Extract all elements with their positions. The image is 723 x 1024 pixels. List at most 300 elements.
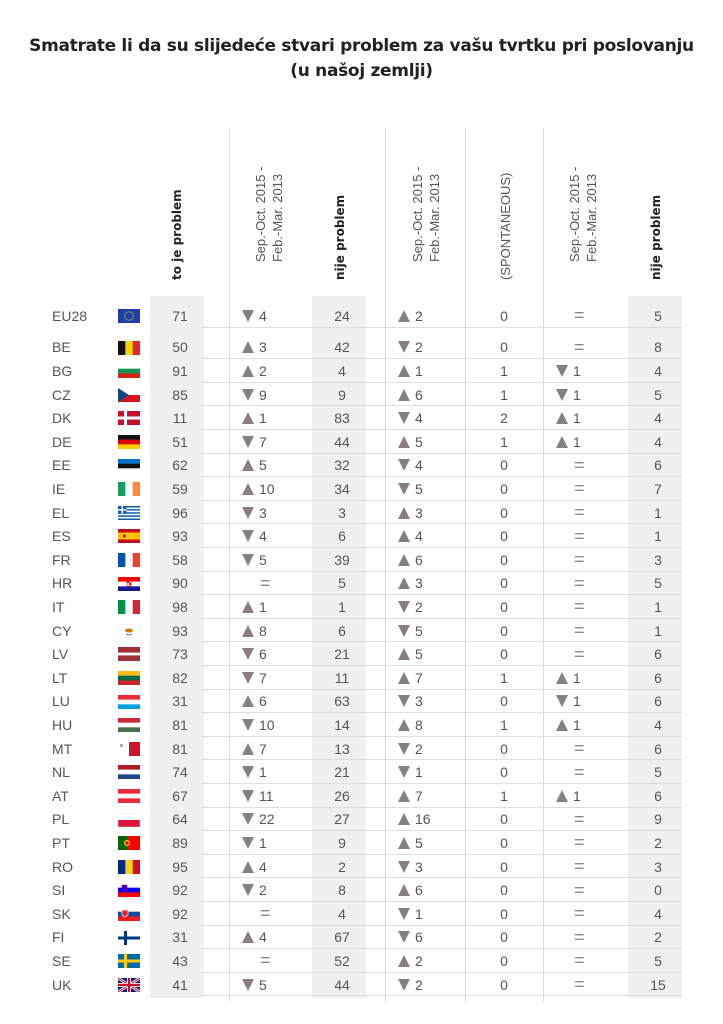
value-c1: 71 (172, 307, 188, 324)
trend-t1 (242, 760, 312, 784)
table-row-nl (52, 760, 682, 784)
table-row-cz (52, 383, 682, 407)
country-code: CY (52, 622, 72, 639)
trend-value: 7 (259, 433, 267, 450)
flag-cz-icon (118, 388, 140, 402)
value-c2: 9 (338, 386, 346, 403)
trend-t3 (556, 666, 626, 690)
trend-t3 (556, 902, 644, 926)
trend-t3 (556, 454, 644, 478)
trend-t2 (398, 949, 468, 973)
trend-t3 (556, 642, 644, 666)
value-c4: 5 (654, 575, 662, 592)
value-c4: 5 (654, 307, 662, 324)
trend-t3 (556, 690, 626, 714)
country-code: EU28 (52, 307, 88, 324)
triangle-up-icon (398, 648, 410, 660)
trend-t3 (556, 477, 644, 501)
trend-t2 (398, 359, 468, 383)
trend-value: 6 (415, 551, 423, 568)
trend-value: 1 (259, 834, 267, 851)
triangle-down-icon (242, 884, 254, 896)
trend-value: 8 (259, 622, 267, 639)
value-c4: 1 (654, 528, 662, 545)
triangle-down-icon (398, 459, 410, 471)
table-row-pt (52, 831, 682, 855)
value-c3: 1 (500, 669, 508, 686)
value-c4: 1 (654, 504, 662, 521)
triangle-down-icon (398, 341, 410, 353)
value-c3: 1 (500, 787, 508, 804)
value-c1: 98 (172, 598, 188, 615)
value-c4: 2 (654, 929, 662, 946)
trend-t3 (556, 878, 644, 902)
flag-at-icon (118, 789, 140, 803)
trend-t2 (398, 855, 468, 879)
table-row-el (52, 501, 682, 525)
value-c3: 0 (500, 575, 508, 592)
triangle-down-icon (242, 507, 254, 519)
trend-t1 (242, 454, 312, 478)
flag-de-icon (118, 435, 140, 449)
trend-value: 7 (415, 787, 423, 804)
equal-icon: = (574, 950, 585, 971)
equal-icon: = (260, 572, 271, 593)
trend-t1 (242, 666, 312, 690)
equal-icon: = (574, 738, 585, 759)
triangle-down-icon (398, 601, 410, 613)
equal-icon: = (260, 903, 271, 924)
trend-value: 1 (573, 433, 581, 450)
table-row-hr (52, 572, 682, 596)
triangle-down-icon (398, 979, 410, 991)
trend-value: 5 (415, 622, 423, 639)
triangle-down-icon (556, 365, 568, 377)
value-c1: 95 (172, 858, 188, 875)
country-code: SI (52, 882, 66, 899)
value-c1: 82 (172, 669, 188, 686)
value-c2: 21 (334, 646, 350, 663)
value-c3: 0 (500, 693, 508, 710)
value-c2: 34 (334, 480, 350, 497)
trend-t3 (556, 973, 644, 997)
trend-value: 1 (573, 410, 581, 427)
value-c2: 21 (334, 764, 350, 781)
triangle-down-icon (398, 931, 410, 943)
equal-icon: = (574, 596, 585, 617)
triangle-up-icon (242, 931, 254, 943)
trend-t1 (242, 902, 330, 926)
value-c2: 9 (338, 834, 346, 851)
equal-icon: = (574, 305, 585, 326)
flag-be-icon (118, 341, 140, 355)
trend-value: 2 (415, 976, 423, 993)
table-row-at (52, 784, 682, 808)
triangle-up-icon (398, 790, 410, 802)
trend-value: 4 (259, 858, 267, 875)
trend-t2 (398, 642, 468, 666)
trend-value: 10 (259, 480, 275, 497)
value-c2: 67 (334, 929, 350, 946)
equal-icon: = (574, 761, 585, 782)
trend-t1 (242, 572, 330, 596)
header-trend-1 (249, 130, 289, 296)
value-c3: 0 (500, 528, 508, 545)
trend-t1 (242, 304, 312, 328)
trend-t2 (398, 831, 468, 855)
value-c4: 7 (654, 480, 662, 497)
triangle-up-icon (398, 436, 410, 448)
flag-dk-icon (118, 411, 140, 425)
value-c1: 90 (172, 575, 188, 592)
trend-t2 (398, 430, 468, 454)
trend-t2 (398, 454, 468, 478)
flag-uk-icon (118, 978, 140, 992)
value-c4: 1 (654, 622, 662, 639)
value-c3: 0 (500, 646, 508, 663)
value-c2: 27 (334, 811, 350, 828)
trend-t3 (556, 760, 644, 784)
triangle-down-icon (398, 483, 410, 495)
equal-icon: = (260, 950, 271, 971)
trend-value: 1 (259, 410, 267, 427)
country-code: HR (52, 575, 73, 592)
table-row-lt (52, 666, 682, 690)
country-code: SK (52, 905, 71, 922)
value-c1: 89 (172, 834, 188, 851)
table-row-hu (52, 713, 682, 737)
trend-t2 (398, 595, 468, 619)
trend-value: 1 (573, 669, 581, 686)
value-c2: 8 (338, 882, 346, 899)
trend-t2 (398, 926, 468, 950)
trend-t2 (398, 808, 468, 832)
trend-t3 (556, 784, 626, 808)
value-c3: 0 (500, 480, 508, 497)
value-c2: 52 (334, 952, 350, 969)
triangle-up-icon (242, 601, 254, 613)
value-c4: 4 (654, 905, 662, 922)
table-row-fr (52, 548, 682, 572)
trend-value: 1 (573, 787, 581, 804)
trend-value: 5 (415, 834, 423, 851)
value-c1: 93 (172, 622, 188, 639)
trend-t2 (398, 666, 468, 690)
flag-nl-icon (118, 765, 140, 779)
header-trend-2 (406, 130, 446, 296)
header-nije-problem-2: nije problem (649, 194, 663, 280)
value-c4: 6 (654, 457, 662, 474)
trend-t1 (242, 595, 312, 619)
row-divider (202, 995, 682, 996)
value-c3: 0 (500, 598, 508, 615)
equal-icon: = (574, 502, 585, 523)
country-code: LV (52, 646, 69, 663)
value-c3: 0 (500, 551, 508, 568)
flag-pt-icon (118, 836, 140, 850)
triangle-up-icon (398, 310, 410, 322)
trend-t1 (242, 690, 312, 714)
triangle-down-icon (398, 695, 410, 707)
trend-t3 (556, 501, 644, 525)
trend-value: 16 (415, 811, 431, 828)
flag-hu-icon (118, 718, 140, 732)
flag-ee-icon (118, 459, 140, 473)
trend-value: 6 (415, 386, 423, 403)
trend-t1 (242, 336, 312, 360)
triangle-up-icon (242, 743, 254, 755)
country-code: IT (52, 598, 65, 615)
trend-value: 2 (415, 740, 423, 757)
trend-t2 (398, 784, 468, 808)
equal-icon: = (574, 974, 585, 995)
equal-icon: = (574, 525, 585, 546)
trend-t1 (242, 501, 312, 525)
value-c4: 6 (654, 787, 662, 804)
table-row-ie (52, 477, 682, 501)
triangle-down-icon (242, 813, 254, 825)
flag-fr-icon (118, 553, 140, 567)
value-c3: 0 (500, 905, 508, 922)
value-c1: 67 (172, 787, 188, 804)
trend-value: 1 (415, 362, 423, 379)
trend-t1 (242, 524, 312, 548)
table-row-se (52, 949, 682, 973)
country-code: EL (52, 504, 70, 521)
triangle-up-icon (398, 719, 410, 731)
table-row-ro (52, 855, 682, 879)
triangle-up-icon (242, 459, 254, 471)
value-c3: 0 (500, 307, 508, 324)
value-c4: 15 (650, 976, 666, 993)
trend-t2 (398, 572, 468, 596)
triangle-down-icon (242, 837, 254, 849)
trend-t2 (398, 524, 468, 548)
value-c1: 96 (172, 504, 188, 521)
header-trend-3 (563, 130, 603, 296)
trend-t3 (556, 737, 644, 761)
header-trend-2-line1: Sep.-Oct. 2015 - (410, 166, 425, 262)
trend-t1 (242, 949, 330, 973)
header-trend-1-line1: Sep.-Oct. 2015 - (253, 166, 268, 262)
triangle-up-icon (242, 341, 254, 353)
country-code: ES (52, 528, 71, 545)
trend-value: 4 (415, 528, 423, 545)
triangle-up-icon (398, 530, 410, 542)
equal-icon: = (574, 643, 585, 664)
value-c3: 0 (500, 834, 508, 851)
equal-icon: = (574, 926, 585, 947)
triangle-down-icon (398, 766, 410, 778)
trend-t1 (242, 808, 312, 832)
country-code: FR (52, 551, 71, 568)
trend-value: 6 (415, 882, 423, 899)
trend-t3 (556, 548, 644, 572)
table-row-sk (52, 902, 682, 926)
triangle-down-icon (398, 908, 410, 920)
value-c3: 0 (500, 811, 508, 828)
country-code: PL (52, 811, 70, 828)
triangle-down-icon (242, 530, 254, 542)
trend-value: 1 (573, 386, 581, 403)
trend-t2 (398, 336, 468, 360)
value-c3: 0 (500, 764, 508, 781)
value-c4: 0 (654, 882, 662, 899)
value-c2: 39 (334, 551, 350, 568)
value-c2: 44 (334, 433, 350, 450)
triangle-up-icon (398, 389, 410, 401)
trend-t2 (398, 760, 468, 784)
triangle-up-icon (398, 507, 410, 519)
value-c4: 9 (654, 811, 662, 828)
equal-icon: = (574, 549, 585, 570)
triangle-down-icon (398, 743, 410, 755)
trend-value: 7 (259, 669, 267, 686)
chart-title-line2: (u našoj zemlji) (290, 61, 433, 81)
trend-t1 (242, 713, 312, 737)
country-code: DK (52, 410, 72, 427)
flag-mt-icon (118, 742, 140, 756)
table-row-pl (52, 808, 682, 832)
flag-bg-icon (118, 364, 140, 378)
value-c1: 91 (172, 362, 188, 379)
flag-lv-icon (118, 647, 140, 661)
triangle-up-icon (556, 719, 568, 731)
table-row-dk (52, 406, 682, 430)
trend-t3 (556, 383, 626, 407)
value-c4: 6 (654, 740, 662, 757)
triangle-up-icon (242, 861, 254, 873)
triangle-up-icon (398, 884, 410, 896)
value-c1: 43 (172, 952, 188, 969)
country-code: IE (52, 480, 66, 497)
country-code: BG (52, 362, 73, 379)
trend-t1 (242, 406, 312, 430)
value-c4: 2 (654, 834, 662, 851)
table-row-be (52, 336, 682, 360)
value-c1: 93 (172, 528, 188, 545)
trend-value: 1 (573, 693, 581, 710)
trend-t1 (242, 619, 312, 643)
triangle-up-icon (398, 554, 410, 566)
value-c3: 0 (500, 952, 508, 969)
flag-lu-icon (118, 695, 140, 709)
trend-t1 (242, 383, 312, 407)
country-code: NL (52, 764, 70, 781)
value-c2: 4 (338, 362, 346, 379)
header-trend-1-line2: Feb.-Mar. 2013 (270, 173, 285, 262)
country-code: DE (52, 433, 72, 450)
row-divider (202, 327, 682, 328)
equal-icon: = (574, 808, 585, 829)
value-c2: 6 (338, 622, 346, 639)
country-code: MT (52, 740, 73, 757)
country-code: LT (52, 669, 68, 686)
value-c4: 1 (654, 598, 662, 615)
value-c2: 3 (338, 504, 346, 521)
trend-value: 7 (415, 669, 423, 686)
value-c2: 14 (334, 716, 350, 733)
value-c1: 51 (172, 433, 188, 450)
value-c1: 59 (172, 480, 188, 497)
triangle-up-icon (398, 672, 410, 684)
trend-t2 (398, 501, 468, 525)
trend-value: 2 (259, 882, 267, 899)
value-c1: 81 (172, 740, 188, 757)
trend-t3 (556, 713, 626, 737)
trend-t1 (242, 926, 312, 950)
triangle-down-icon (398, 861, 410, 873)
equal-icon: = (574, 879, 585, 900)
header-trend-2-line2: Feb.-Mar. 2013 (427, 173, 442, 262)
trend-value: 5 (415, 480, 423, 497)
value-c2: 2 (338, 858, 346, 875)
trend-value: 6 (259, 646, 267, 663)
trend-t3 (556, 336, 644, 360)
triangle-down-icon (242, 766, 254, 778)
triangle-down-icon (242, 648, 254, 660)
value-c2: 11 (334, 669, 350, 686)
trend-t3 (556, 831, 644, 855)
country-code: CZ (52, 386, 71, 403)
triangle-down-icon (242, 389, 254, 401)
trend-value: 4 (259, 929, 267, 946)
trend-t2 (398, 383, 468, 407)
country-code: FI (52, 929, 65, 946)
chart-title (0, 34, 723, 84)
value-c4: 5 (654, 764, 662, 781)
value-c3: 0 (500, 976, 508, 993)
trend-t3 (556, 406, 626, 430)
trend-value: 1 (573, 716, 581, 733)
trend-t3 (556, 572, 644, 596)
trend-value: 10 (259, 716, 275, 733)
country-code: AT (52, 787, 69, 804)
header-to-je-problem: to je problem (170, 189, 184, 280)
trend-value: 3 (415, 575, 423, 592)
triangle-down-icon (242, 310, 254, 322)
trend-t2 (398, 548, 468, 572)
trend-t2 (398, 304, 468, 328)
value-c1: 64 (172, 811, 188, 828)
value-c2: 6 (338, 528, 346, 545)
triangle-down-icon (398, 625, 410, 637)
triangle-up-icon (556, 412, 568, 424)
triangle-up-icon (556, 672, 568, 684)
triangle-up-icon (242, 412, 254, 424)
trend-t2 (398, 902, 468, 926)
value-c4: 6 (654, 646, 662, 663)
table-row-fi (52, 926, 682, 950)
flag-es-icon (118, 529, 140, 543)
trend-value: 2 (415, 598, 423, 615)
value-c3: 1 (500, 433, 508, 450)
value-c1: 41 (172, 976, 188, 993)
trend-value: 3 (259, 504, 267, 521)
flag-el-icon (118, 506, 140, 520)
trend-value: 2 (415, 952, 423, 969)
trend-value: 2 (415, 339, 423, 356)
trend-value: 9 (259, 386, 267, 403)
header-nije-problem: nije problem (333, 194, 347, 280)
value-c1: 73 (172, 646, 188, 663)
triangle-down-icon (242, 719, 254, 731)
trend-t2 (398, 973, 468, 997)
value-c1: 11 (172, 410, 188, 427)
equal-icon: = (574, 856, 585, 877)
table-row-si (52, 878, 682, 902)
equal-icon: = (574, 832, 585, 853)
